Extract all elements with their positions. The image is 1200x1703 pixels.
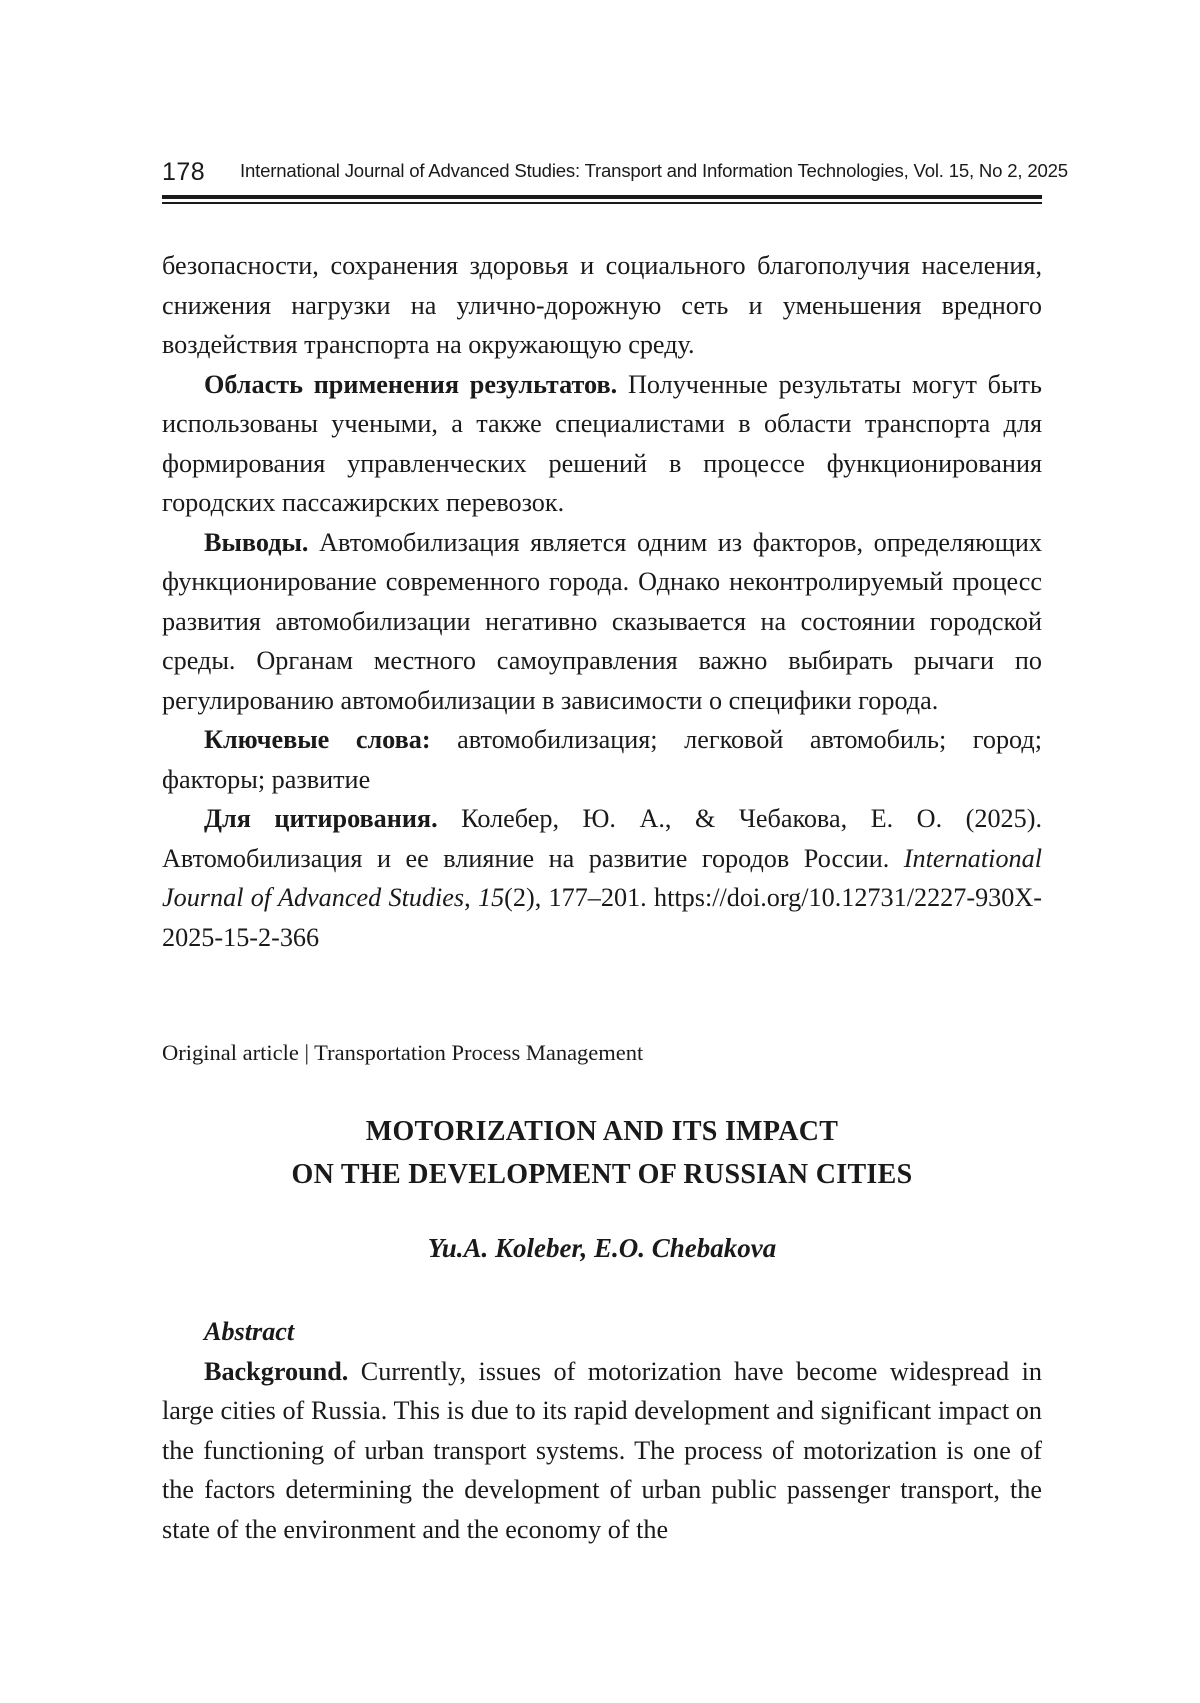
paragraph-keywords: Ключевые слова: автомобилизация; легковой автомобиль; город; факторы; развитие [162, 725, 1042, 794]
paragraph-background: Background. Currently, issues of motorization have become widespread in large cities of Russia. This is due to its rapid development and significant impact on the functioning of urban transport systems. The process of motorization is one of the factors determining the development of urban public passenger transport, the state of the environment and the economy of the [162, 1356, 1042, 1544]
header-rule-thick [162, 195, 1042, 199]
running-head [162, 152, 1068, 192]
russian-abstract-continuation [162, 246, 1042, 957]
header-rule-thin [162, 202, 1042, 204]
paragraph-scope: Область применения результатов. Полученные результаты могут быть использованы учеными, а также специалистами в области транспорта для формирования управленческих решений в процессе функционирования городских пассажирских перевозок. [162, 369, 1042, 517]
citation-doi: (2), 177–201. https://doi.org/10.12731/2227-930X-2025-15-2-366 [162, 883, 1042, 952]
paragraph-conclusions: Выводы. Автомобилизация является одним из факторов, определяющих функционирование современного города. Однако неконтролируемый процесс развития автомобилизации негативно сказывается на состоянии городской среды. Органам местного самоуправления важно выбирать рычаги по регулированию автомобилизации в зависимости о специфики города. [162, 527, 1042, 715]
paragraph-continuation: безопасности, сохранения здоровья и социального благополучия населения, снижения нагрузки на улично-дорожную сеть и уменьшения вредного воздействия транспорта на окружающую среду. [162, 251, 1042, 359]
citation-volume: 15 [477, 883, 505, 912]
citation-label: Для цитирования. [204, 804, 438, 833]
citation-journal: International Journal of Advanced Studies [162, 843, 1042, 912]
scope-label: Область применения результатов. [204, 369, 618, 399]
page-number: 178 [162, 158, 206, 186]
journal-title: International Journal of Advanced Studies: Transport and Information Technologies, Vol. 15, No 2, 2025 [240, 160, 1068, 181]
english-abstract [162, 1312, 1042, 1549]
background-label: Background. [204, 1356, 349, 1386]
authors: Yu.A. Koleber, E.O. Chebakova [427, 1233, 777, 1263]
article-type: Original article | Transportation Process Management [162, 1040, 644, 1065]
conclusions-label: Выводы. [204, 527, 309, 557]
title-line-1: MOTORIZATION AND ITS IMPACT [365, 1116, 839, 1147]
abstract-heading-paragraph [162, 1312, 1042, 1352]
keywords-label: Ключевые слова: [204, 725, 431, 754]
title-line-2: ON THE DEVELOPMENT OF RUSSIAN CITIES [291, 1159, 913, 1190]
abstract-heading: Abstract [204, 1317, 295, 1346]
article-title [162, 1110, 1042, 1196]
paragraph-citation: Для цитирования. Колебер, Ю. А., & Чебакова, Е. О. (2025). Автомобилизация и ее влияние на развитие городов России. International Journal of Advanced Studies, 15(2), 177–201. https://doi.org/10.12731/2227-930X-2025-15-2-366 [162, 804, 1042, 952]
